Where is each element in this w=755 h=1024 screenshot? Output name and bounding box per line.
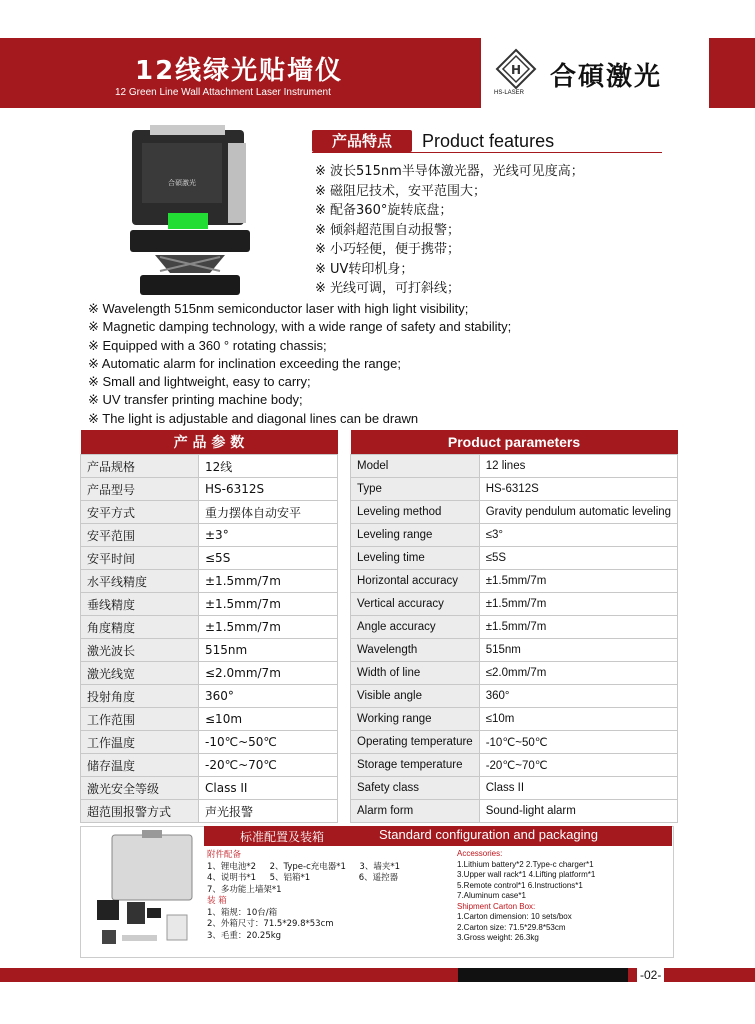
accessory-line-en: 7.Aluminum case*1 [457,891,526,900]
feature-item-en: ※ UV transfer printing machine body; [88,392,303,408]
accessory-line-en: 5.Remote control*1 6.Instructions*1 [457,880,583,890]
param-value: 360° [479,685,677,708]
params-table-en [350,430,678,823]
param-value: ±1.5mm/7m [479,570,677,593]
svg-text:H: H [510,63,522,77]
packaging-list-en [457,849,595,944]
box-line-cn: 1、箱规：10台/箱 [207,907,278,918]
packaging-list-cn [207,850,400,942]
param-value: -20℃~70℃ [199,754,338,777]
param-key: Alarm form [351,800,480,823]
param-value: 515nm [479,639,677,662]
param-key: 激光波长 [81,639,199,662]
param-key: 投射角度 [81,685,199,708]
param-value: ≤5S [199,547,338,570]
param-value: HS-6312S [479,478,677,501]
param-value: ≤10m [199,708,338,731]
param-key: Operating temperature [351,731,480,754]
footer-dark-band [458,968,628,982]
features-underline [312,152,662,153]
param-row [351,639,678,662]
laser-level-product-image [120,125,260,300]
param-value: ±1.5mm/7m [199,616,338,639]
param-key: Wavelength [351,639,480,662]
feature-item-en: ※ Small and lightweight, easy to carry; [88,374,311,390]
param-row [81,455,338,478]
param-key: 产品规格 [81,455,199,478]
features-heading-en: Product features [422,131,555,151]
param-row [351,731,678,754]
param-key: 激光安全等级 [81,777,199,800]
params-heading-cn: 产 品 参 数 [81,430,338,455]
param-row [351,800,678,823]
param-row [81,800,338,823]
param-row [351,685,678,708]
param-key: 超范围报警方式 [81,800,199,823]
param-value: ±3° [199,524,338,547]
box-line-en: 1.Carton dimension: 10 sets/box [457,912,572,921]
param-value: -20℃~70℃ [479,754,677,777]
param-key: 工作范围 [81,708,199,731]
param-key: Horizontal accuracy [351,570,480,593]
param-value: Class II [479,777,677,800]
param-key: Vertical accuracy [351,593,480,616]
box-title-cn: 装 箱 [207,896,227,906]
param-value: -10℃~50℃ [199,731,338,754]
feature-item-cn: ※ UV转印机身； [315,261,414,277]
page-number: -02- [637,968,664,982]
features-list-en [88,300,511,428]
feature-item-cn: ※ 配备360°旋转底盘； [315,203,453,218]
param-key: 储存温度 [81,754,199,777]
param-key: 角度精度 [81,616,199,639]
param-key: Angle accuracy [351,616,480,639]
param-value: 360° [199,685,338,708]
param-key: Leveling method [351,501,480,524]
packaging-heading-cn: 标准配置及装箱 [240,830,325,844]
svg-text:合碩激光: 合碩激光 [168,179,196,187]
feature-item-cn: ※ 倾斜超范围自动报警； [315,222,461,238]
param-row [81,501,338,524]
param-row [81,708,338,731]
logo-subtitle: HS-LASER [494,90,525,96]
param-row [81,593,338,616]
param-value: ≤5S [479,547,677,570]
feature-item-cn: ※ 小巧轻便，便于携带； [315,242,461,257]
feature-item-cn: ※ 波长515nm半导体激光器，光线可见度高； [315,164,584,179]
features-list-cn [315,162,584,299]
param-value: 12 lines [479,455,677,478]
packaging-contents-image [92,830,202,952]
param-key: 垂线精度 [81,593,199,616]
param-row [351,754,678,777]
features-heading [312,130,662,152]
param-key: 激光线宽 [81,662,199,685]
param-key: Leveling range [351,524,480,547]
accessory-line-cn: 1、锂电池*2 2、Type-c充电器*1 3、墙夹*1 [207,861,400,872]
param-key: Leveling time [351,547,480,570]
param-row [351,777,678,800]
param-value: Gravity pendulum automatic leveling [479,501,677,524]
param-value: ±1.5mm/7m [479,616,677,639]
accessory-line-cn: 7、多功能上墙架*1 [207,884,282,895]
box-line-en: 2.Carton size: 71.5*29.8*53cm [457,922,566,932]
param-key: Width of line [351,662,480,685]
param-row [81,662,338,685]
box-line-cn: 3、毛重：20.25kg [207,930,282,941]
param-row [81,639,338,662]
param-row [351,616,678,639]
param-key: 产品型号 [81,478,199,501]
param-row [351,478,678,501]
param-value: ≤2.0mm/7m [479,662,677,685]
param-row [81,616,338,639]
accessory-line-en: 3.Upper wall rack*1 4.Lifting platform*1 [457,870,596,879]
param-key: Type [351,478,480,501]
param-row [81,570,338,593]
param-value: ≤2.0mm/7m [199,662,338,685]
box-line-cn: 2、外箱尺寸：71.5*29.8*53cm [207,919,334,929]
param-value: ±1.5mm/7m [479,593,677,616]
param-row [351,708,678,731]
packaging-heading-en: Standard configuration and packaging [379,827,598,842]
param-row [351,593,678,616]
box-line-en: 3.Gross weight: 26.3kg [457,933,539,942]
param-row [81,777,338,800]
param-row [351,662,678,685]
param-key: 安平时间 [81,547,199,570]
param-value: ≤10m [479,708,677,731]
logo-text: 合碩激光 [550,62,663,92]
param-key: 水平线精度 [81,570,199,593]
param-key: 工作温度 [81,731,199,754]
hs-laser-logo-icon [495,48,537,90]
param-row [81,754,338,777]
param-value: 12线 [199,455,338,478]
param-key: Model [351,455,480,478]
accessory-line-cn: 4、说明书*1 5、铝箱*1 6、遥控器 [207,873,399,883]
packaging-heading [204,826,672,846]
param-key: 安平方式 [81,501,199,524]
params-heading-en: Product parameters [351,430,678,455]
param-row [351,501,678,524]
param-key: Visible angle [351,685,480,708]
param-value: Sound-light alarm [479,800,677,823]
param-key: Storage temperature [351,754,480,777]
param-key: Working range [351,708,480,731]
accessory-line-en: 1.Lithium battery*2 2.Type-c charger*1 [457,859,594,869]
param-key: 安平范围 [81,524,199,547]
param-value: ±1.5mm/7m [199,593,338,616]
features-heading-cn: 产品特点 [312,130,412,152]
feature-item-en: ※ Automatic alarm for inclination exceeding the range; [88,355,401,371]
feature-item-en: ※ The light is adjustable and diagonal lines can be drawn [88,410,419,426]
param-row [351,524,678,547]
page-title-cn: 12线绿光贴墙仪 [135,56,344,86]
param-key: Safety class [351,777,480,800]
param-row [81,547,338,570]
feature-item-en: ※ Wavelength 515nm semiconductor laser with high light visibility; [88,301,469,316]
param-row [81,524,338,547]
accessories-title-cn: 附件配备 [207,850,242,860]
param-value: 重力摆体自动安平 [199,501,338,524]
param-row [351,570,678,593]
feature-item-en: ※ Equipped with a 360 ° rotating chassis; [88,337,327,353]
param-value: ±1.5mm/7m [199,570,338,593]
page-title-en: 12 Green Line Wall Attachment Laser Instrument [115,87,331,98]
param-row [351,547,678,570]
param-value: 声光报警 [199,800,338,823]
param-value: ≤3° [479,524,677,547]
param-value: HS-6312S [199,478,338,501]
accessories-title-en: Accessories: [457,849,503,858]
feature-item-cn: ※ 光线可调，可打斜线； [315,281,461,296]
param-value: 515nm [199,639,338,662]
param-row [81,731,338,754]
box-title-en: Shipment Carton Box: [457,901,536,911]
param-row [351,455,678,478]
param-value: Class II [199,777,338,800]
params-table-cn [80,430,338,823]
param-row [81,478,338,501]
param-row [81,685,338,708]
param-value: -10℃~50℃ [479,731,677,754]
feature-item-cn: ※ 磁阻尼技术，安平范围大； [315,183,487,199]
feature-item-en: ※ Magnetic damping technology, with a wide range of safety and stability; [88,319,512,335]
